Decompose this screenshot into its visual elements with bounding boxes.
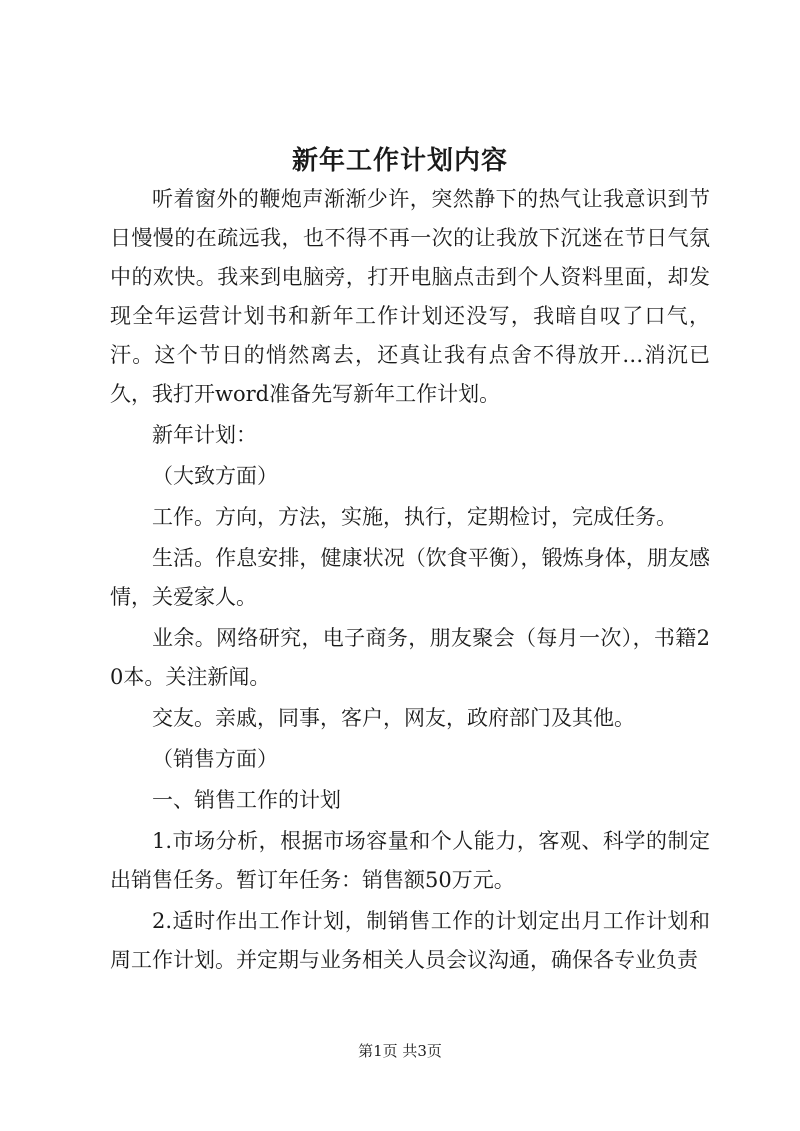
paragraph-leisure: 业余。网络研究，电子商务，朋友聚会（每月一次），书籍20本。关注新闻。 xyxy=(110,626,710,689)
paragraph-friends: 交友。亲戚，同事，客户，网友，政府部门及其他。 xyxy=(152,706,635,730)
paragraph-sales-heading: （销售方面） xyxy=(152,747,278,771)
paragraph-general-heading: （大致方面） xyxy=(152,464,278,488)
document-title: 新年工作计划内容 xyxy=(291,146,508,176)
paragraph-work-plan: 2.适时作出工作计划，制销售工作的计划定出月工作计划和周工作计划。并定期与业务相关人员会议沟通，确保各专业负责 xyxy=(110,909,710,972)
paragraph-work: 工作。方向，方法，实施，执行，定期检讨，完成任务。 xyxy=(152,505,677,529)
page-footer: 第1页 共3页 xyxy=(358,1042,442,1060)
paragraph-intro: 听着窗外的鞭炮声渐渐少许，突然静下的热气让我意识到节日慢慢的在疏远我，也不得不再一次的让我放下沉迷在节日气氛中的欢快。我来到电脑旁，打开电脑点击到个人资料里面，却发现全年运营计划书和新年工作计划还没写，我暗自叹了口气，汗。这个节日的悄然离去，还真让我有点舍不得放开…消沉已久，我打开word准备先写新年工作计划。 xyxy=(110,187,710,406)
paragraph-sales-plan-heading: 一、销售工作的计划 xyxy=(152,788,341,812)
document-body xyxy=(110,180,710,982)
paragraph-life: 生活。作息安排，健康状况（饮食平衡），锻炼身体，朋友感情，关爱家人。 xyxy=(110,546,710,609)
paragraph-new-year-plan: 新年计划： xyxy=(152,423,257,447)
paragraph-market-analysis: 1.市场分析，根据市场容量和个人能力，客观、科学的制定出销售任务。暂订年任务：销售额50万元。 xyxy=(110,829,710,892)
